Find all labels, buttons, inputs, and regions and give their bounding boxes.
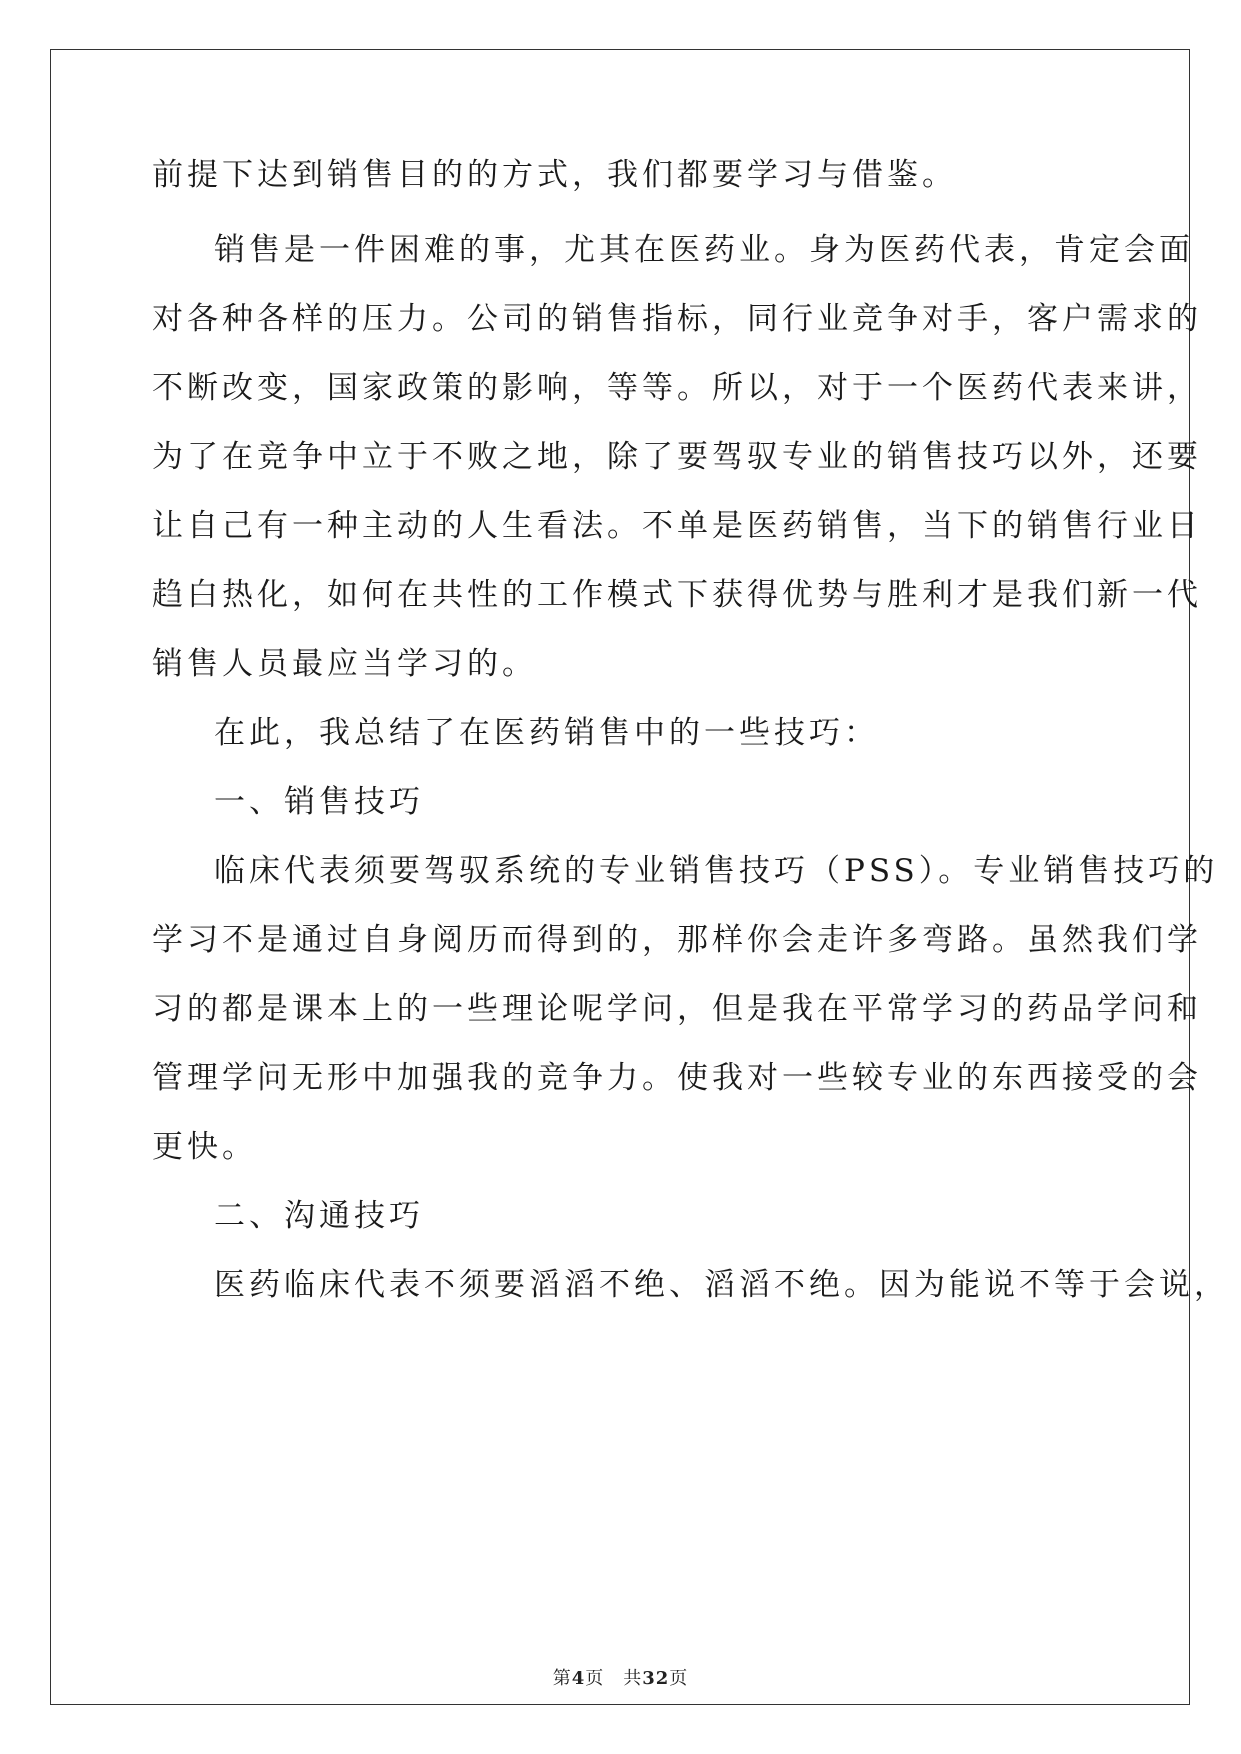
footer-prefix: 第	[552, 1668, 572, 1689]
text-line: 让自己有一种主动的人生看法。不单是医药销售，当下的销售行业日	[152, 508, 1202, 544]
text-line: 习的都是课本上的一些理论呢学问，但是我在平常学习的药品学问和	[152, 991, 1202, 1027]
text-line: 更快。	[152, 1129, 257, 1165]
total-pages-number: 32	[642, 1668, 670, 1689]
footer-middle: 页 共	[585, 1668, 643, 1689]
paragraph-start-line: 销售是一件困难的事，尤其在医药业。身为医药代表，肯定会面	[214, 232, 1194, 268]
text-line: 为了在竞争中立于不败之地，除了要驾驭专业的销售技巧以外，还要	[152, 439, 1202, 475]
footer-suffix: 页	[669, 1668, 689, 1689]
text-line: 对各种各样的压力。公司的销售指标，同行业竞争对手，客户需求的	[152, 301, 1202, 337]
paragraph-start-line: 医药临床代表不须要滔滔不绝、滔滔不绝。因为能说不等于会说，	[214, 1267, 1229, 1303]
current-page-number: 4	[571, 1668, 586, 1689]
text-line: 销售人员最应当学习的。	[152, 646, 537, 682]
page-footer	[0, 1664, 1241, 1690]
text-line: 不断改变，国家政策的影响，等等。所以，对于一个医药代表来讲，	[152, 370, 1202, 406]
paragraph-start-line: 临床代表须要驾驭系统的专业销售技巧（PSS）。专业销售技巧的	[214, 853, 1219, 889]
text-line: 趋白热化，如何在共性的工作模式下获得优势与胜利才是我们新一代	[152, 577, 1202, 613]
text-line: 管理学问无形中加强我的竞争力。使我对一些较专业的东西接受的会	[152, 1060, 1202, 1096]
text-line: 学习不是通过自身阅历而得到的，那样你会走许多弯路。虽然我们学	[152, 922, 1202, 958]
section-heading: 一、销售技巧	[214, 784, 424, 820]
section-heading: 二、沟通技巧	[214, 1198, 424, 1234]
paragraph-start-line: 在此，我总结了在医药销售中的一些技巧：	[214, 715, 879, 751]
text-line: 前提下达到销售目的的方式，我们都要学习与借鉴。	[152, 157, 957, 193]
